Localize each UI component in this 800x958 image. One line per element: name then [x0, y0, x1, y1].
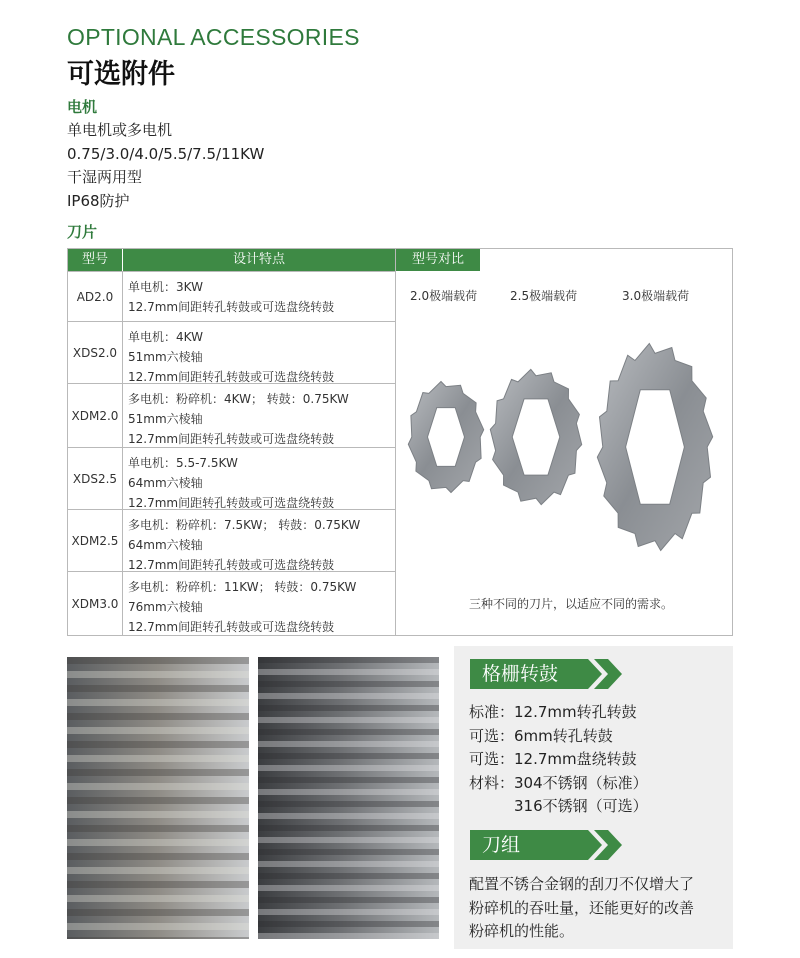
drum-line: 材料：304不锈钢（标准） [469, 773, 648, 792]
photo-texture-stripe [67, 685, 249, 692]
feature-line: 12.7mm间距转孔转鼓或可选盘绕转鼓 [128, 620, 335, 634]
feature-line: 12.7mm间距转孔转鼓或可选盘绕转鼓 [128, 370, 335, 384]
photo-texture-stripe [67, 755, 249, 762]
feature-line: 12.7mm间距转孔转鼓或可选盘绕转鼓 [128, 300, 335, 314]
photo-texture-stripe [258, 753, 439, 759]
model-cell: XDM2.5 [68, 510, 123, 571]
photo-texture-stripe [258, 717, 439, 723]
table-row [68, 383, 395, 447]
photo-texture-stripe [258, 873, 439, 879]
table-row [68, 571, 395, 635]
motor-line: IP68防护 [67, 191, 130, 210]
motor-specs [67, 119, 264, 213]
features-cell [128, 577, 356, 637]
photo-texture-stripe [67, 741, 249, 748]
photo-texture-stripe [67, 839, 249, 846]
compare-panel [395, 249, 733, 635]
photo-texture-stripe [258, 801, 439, 807]
photo-texture-stripe [258, 705, 439, 711]
feature-line: 51mm六棱轴 [128, 412, 203, 426]
photo-texture-stripe [67, 853, 249, 860]
features-cell [128, 327, 334, 387]
drum-line: 可选：6mm转孔转鼓 [469, 726, 613, 745]
knife-heading-band [470, 830, 625, 860]
photo-texture-stripe [67, 923, 249, 930]
photo-texture-stripe [67, 671, 249, 678]
feature-line: 76mm六棱轴 [128, 600, 203, 614]
photo-texture-stripe [258, 669, 439, 675]
drum-heading: 格栅转鼓 [482, 663, 559, 685]
photo-texture-stripe [258, 693, 439, 699]
table-row [68, 321, 395, 383]
model-cell: AD2.0 [68, 272, 123, 321]
model-cell: XDM2.0 [68, 384, 123, 447]
photo-texture-stripe [258, 681, 439, 687]
table-row [68, 271, 395, 321]
feature-line: 12.7mm间距转孔转鼓或可选盘绕转鼓 [128, 558, 335, 572]
features-cell [128, 389, 349, 449]
blade-illustrations [396, 249, 733, 579]
photo-texture-stripe [258, 765, 439, 771]
photo-texture-stripe [258, 825, 439, 831]
photo-texture-stripe [258, 657, 439, 663]
load-label-2-0: 2.0极端载荷 [410, 289, 478, 303]
feature-line: 单电机：3KW [128, 280, 203, 294]
features-cell [128, 515, 360, 575]
blade-2-0-icon [408, 382, 483, 493]
photo-texture-stripe [67, 937, 249, 939]
feature-line: 多电机：粉碎机：7.5KW； 转鼓：0.75KW [128, 518, 361, 532]
photo-texture-stripe [67, 881, 249, 888]
photo-texture-stripe [258, 921, 439, 927]
photo-texture-stripe [67, 769, 249, 776]
drum-photo [258, 657, 439, 939]
model-cell: XDM3.0 [68, 572, 123, 635]
features-cell [128, 453, 334, 513]
feature-line: 12.7mm间距转孔转鼓或可选盘绕转鼓 [128, 432, 335, 446]
features-cell [128, 277, 334, 317]
feature-line: 单电机：4KW [128, 330, 203, 344]
drum-line: 标准：12.7mm转孔转鼓 [469, 703, 637, 721]
motor-heading: 电机 [67, 98, 98, 116]
photo-texture-stripe [67, 727, 249, 734]
feature-line: 51mm六棱轴 [128, 350, 203, 364]
photo-texture-stripe [258, 933, 439, 939]
blade-shape [408, 382, 483, 493]
photo-texture-stripe [67, 811, 249, 818]
photo-texture-stripe [258, 741, 439, 747]
photo-texture-stripe [258, 789, 439, 795]
photo-texture-stripe [67, 699, 249, 706]
col-header-model: 型号 [68, 249, 122, 271]
load-label-3-0: 3.0极端载荷 [622, 289, 690, 303]
model-cell: XDS2.5 [68, 448, 123, 509]
knife-line: 粉碎机的吞吐量，还能更好的改善 [469, 898, 695, 917]
blade-table [67, 248, 733, 636]
feature-line: 64mm六棱轴 [128, 538, 203, 552]
blade-shape [597, 344, 712, 551]
knife-line: 配置不锈合金钢的刮刀不仅增大了 [469, 875, 695, 893]
photo-texture-stripe [67, 797, 249, 804]
photo-texture-stripe [67, 713, 249, 720]
feature-line: 多电机：粉碎机：11KW； 转鼓：0.75KW [128, 580, 357, 594]
model-cell: XDS2.0 [68, 322, 123, 383]
motor-line: 单电机或多电机 [67, 121, 173, 139]
load-label-2-5: 2.5极端载荷 [510, 289, 578, 303]
blade-2-5-icon [490, 369, 581, 504]
drum-line: 316不锈钢（可选） [469, 797, 648, 815]
photo-texture-stripe [258, 885, 439, 891]
motor-line: 干湿两用型 [67, 168, 143, 186]
photo-texture-stripe [258, 849, 439, 855]
photo-texture-stripe [258, 837, 439, 843]
knife-line: 粉碎机的性能。 [469, 922, 575, 940]
drum-line: 可选：12.7mm盘绕转鼓 [469, 750, 637, 768]
feature-line: 64mm六棱轴 [128, 476, 203, 490]
photo-texture-stripe [67, 783, 249, 790]
title-chinese: 可选附件 [67, 59, 175, 90]
drum-heading-band [470, 659, 625, 689]
photo-texture-stripe [67, 909, 249, 916]
blade-caption: 三种不同的刀片，以适应不同的需求。 [469, 597, 674, 611]
blade-shape [490, 369, 581, 504]
knife-heading: 刀组 [482, 834, 521, 856]
photo-texture-stripe [258, 729, 439, 735]
table-row [68, 509, 395, 571]
photo-texture-stripe [258, 777, 439, 783]
feature-line: 12.7mm间距转孔转鼓或可选盘绕转鼓 [128, 496, 335, 510]
feature-line: 单电机：5.5-7.5KW [128, 456, 238, 470]
photo-texture-stripe [258, 909, 439, 915]
photo-texture-stripe [67, 825, 249, 832]
knife-description [469, 873, 694, 944]
knife-photo [67, 657, 249, 939]
drum-specs [469, 701, 648, 819]
photo-texture-stripe [258, 861, 439, 867]
title-english: OPTIONAL ACCESSORIES [67, 24, 360, 50]
col-header-features: 设计特点 [123, 249, 395, 271]
col-header-compare: 型号对比 [396, 249, 480, 271]
photo-texture-stripe [67, 657, 249, 664]
feature-line: 多电机：粉碎机：4KW； 转鼓：0.75KW [128, 392, 349, 406]
blade-3-0-icon [597, 344, 712, 551]
table-row [68, 447, 395, 509]
motor-line: 0.75/3.0/4.0/5.5/7.5/11KW [67, 144, 265, 163]
photo-texture-stripe [67, 867, 249, 874]
photo-texture-stripe [258, 813, 439, 819]
blade-heading: 刀片 [67, 223, 98, 241]
photo-texture-stripe [67, 895, 249, 902]
photo-texture-stripe [258, 897, 439, 903]
